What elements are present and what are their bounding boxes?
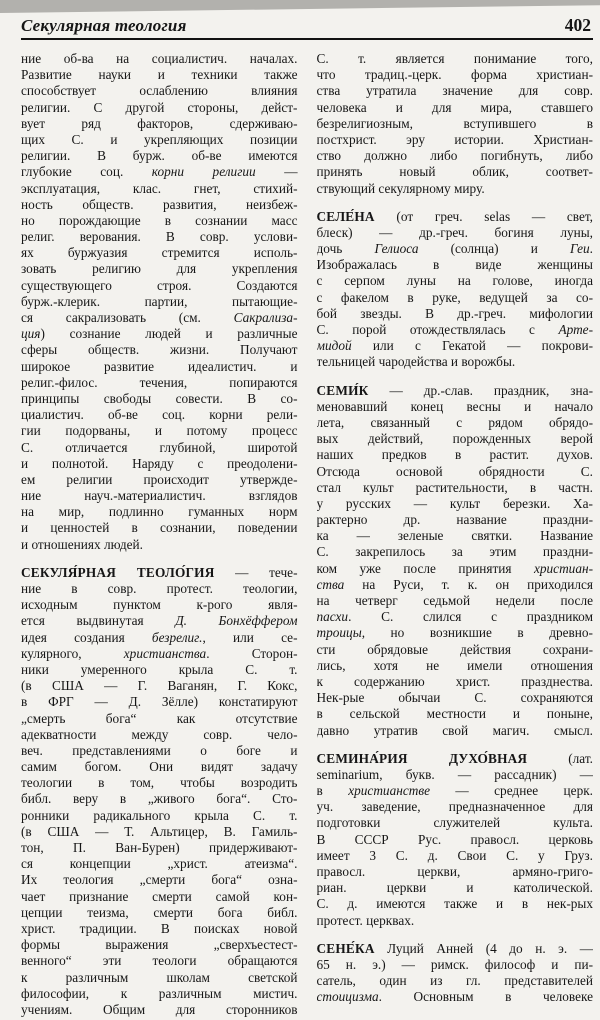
text-line: но порождающие в сознании масс [21, 212, 298, 228]
text-line: венного“ эти теологи обращаются [21, 953, 298, 969]
text-line: на мир, подлинно гуманных норм [21, 504, 298, 520]
text-line: ем религии происходит утвержде- [21, 471, 298, 487]
text-line: СЕНЕ́КА Луций Анней (4 до н. э. — [316, 940, 593, 956]
text-line: Отсюда основой обрядности С. [316, 463, 593, 479]
text-line: безрелигиозным, вступившего в [316, 115, 593, 131]
text-line: (в США — Т. Альтицер, В. Гамиль- [21, 823, 298, 839]
text-line: СЕМИНА́РИЯ ДУХО́ВНАЯ (лат. [316, 750, 593, 766]
text-line: в христианстве — среднее церк. [316, 783, 593, 799]
text-line: в ФРГ — Д. Зёлле) констатируют [21, 694, 298, 710]
entry-continuation [317, 51, 594, 197]
text-line: цепции теизма, смерти бога библ. [21, 904, 298, 920]
text-line: адекватности между совр. чело- [21, 726, 298, 742]
text-line: формы выражения „сверхъестест- [21, 937, 298, 953]
text-line: С. т. является понимание того, [316, 51, 593, 66]
text-line: тон, П. Ван-Бурен) придерживают- [21, 840, 298, 855]
text-line: тельницей чародейства и ворожбы. [316, 354, 516, 370]
column-left [21, 51, 298, 1018]
text-line: seminarium, букв. — рассадник) — [316, 766, 593, 782]
text-line: принять новый облик, соответ- [316, 164, 593, 180]
text-line: наших предков в растит. духов. [316, 447, 593, 463]
dictionary-entry [317, 751, 594, 929]
text-line: правосл. церкви, армяно-григо- [316, 864, 593, 879]
text-line: ства утратила значение для совр. [316, 83, 593, 99]
text-line: глубокие соц. корни религии — [21, 164, 298, 180]
text-line: стоицизма. Основным в человеке [316, 989, 593, 1005]
text-line: веч. представлениями о боге и [21, 742, 298, 758]
text-line: ники умеренного крыла С. т. [21, 661, 298, 677]
text-line: С. закрепилось за этим праздни- [316, 544, 593, 560]
text-line: лись, хотя не имели отношения [316, 657, 593, 673]
text-line: ронники радикального крыла С. т. [21, 807, 298, 823]
text-line: учениям. Общим для сторонников [21, 1001, 298, 1017]
text-line: зовать религию для укрепления [21, 261, 298, 277]
dictionary-entry [317, 383, 594, 739]
dictionary-entry [317, 209, 594, 371]
text-line: ком уже после принятия христиан- [316, 560, 593, 576]
text-line: СЕЛЕ́НА (от греч. selas — свет, [316, 208, 593, 224]
text-line: бурж.-клерик. партии, пытающие- [21, 293, 298, 309]
text-line: постхрист. эру истории. Христиан- [316, 131, 593, 147]
text-line: В СССР Рус. правосл. церковь [316, 831, 593, 847]
text-line: СЕМИ́К — др.-слав. праздник, зна- [316, 382, 593, 398]
text-line: человека и для мира, ставшего [316, 99, 593, 115]
text-line: в сельской местности и поныне, [316, 706, 593, 722]
text-line: и отношениях людей. [21, 536, 143, 552]
text-line: ях буржуазия стремится исполь- [21, 245, 298, 261]
text-line: давно утратив свой магич. смысл. [316, 722, 593, 738]
text-line: циалистич. об-ве соц. корни рели- [21, 407, 298, 423]
text-line: ние науч.-материалистич. взглядов [21, 488, 298, 504]
text-line: библ. веру в „живого бога“. Сто- [21, 791, 298, 807]
text-line: сти обрядовые действия сохрани- [316, 641, 593, 657]
text-line: религии. В бурж. об-ве имеются [21, 148, 298, 164]
text-line: философии, к различным мистич. [21, 985, 298, 1001]
text-line: ся сакрализовать (см. Сакрализа- [21, 310, 298, 325]
text-line: способствует ослаблению влияния [21, 83, 298, 99]
text-line: троицы, но возникшие в древно- [316, 625, 593, 641]
text-line: стал культ растительности, в частн. [316, 479, 593, 495]
text-line: мидой или с Гекатой — покрови- [316, 338, 593, 354]
text-line: сатель, один из гл. представителей [316, 973, 593, 989]
text-line: гии подорваны, и потому процесс [21, 423, 298, 439]
text-line: ние об-ва на социалистич. началах. [21, 51, 298, 66]
text-line: Развитие науки и техники также [21, 67, 298, 83]
text-line: кулярного, христианства. Сторон- [21, 645, 298, 661]
text-line: пасхи. С. слился с праздником [316, 609, 593, 625]
text-line: существующего строя. Создаются [21, 277, 298, 293]
text-line: самим богом. Они видят задачу [21, 759, 298, 775]
text-line: широкое развитие идеалистич. и [21, 358, 298, 374]
text-line: СЕКУЛЯ́РНАЯ ТЕОЛО́ГИЯ — тече- [21, 564, 298, 580]
text-line: что традиц.-церк. форма христиан- [316, 67, 593, 83]
entry-continuation [21, 51, 298, 553]
text-line: к содержанию христ. празднества. [316, 673, 593, 689]
text-line: 65 н. э.) — римск. философ и пи- [316, 956, 593, 972]
text-line: сферы обществ. жизни. Получают [21, 342, 298, 358]
running-title: Секулярная теология [21, 16, 187, 35]
dictionary-entry [317, 941, 594, 1006]
page-header [21, 15, 593, 40]
text-line: Их теология „смерти бога“ озна- [21, 872, 298, 888]
text-line: с серпом луны на голове, иногда [316, 273, 593, 289]
text-line: чает признание смерти самой кон- [21, 888, 298, 904]
text-line: меновавший конец весны и начало [316, 398, 593, 414]
text-line: на четверг седьмой недели после [316, 593, 593, 608]
text-line: вых действий, порожденных верой [316, 431, 593, 447]
text-line: исходным пунктом к-рого явля- [21, 597, 298, 613]
text-line: С. отличается глубиной, широтой [21, 439, 298, 455]
text-line: религии. С другой стороны, дейст- [21, 99, 298, 115]
text-line: и полнотой. Наряду с преодолени- [21, 455, 298, 471]
text-line: подготовки служителей культа. [316, 815, 593, 831]
text-line: щих С. и укрепляющих позиции [21, 131, 298, 147]
text-line: рактерно др. название праздни- [316, 512, 593, 528]
text-line: С. д. имеются также и в нек-рых [316, 896, 593, 912]
dictionary-entry [21, 565, 298, 1018]
text-line: лета, связанный с рядом обрядо- [316, 414, 593, 430]
text-line: ствующий секулярному миру. [316, 180, 485, 196]
text-line: и ценностей в сознании, поведении [21, 520, 298, 536]
text-line: ся концепции „христ. атеизма“. [21, 856, 298, 872]
text-line: протест. церквах. [316, 912, 415, 928]
text-line: Нек-рые обычаи С. сохраняются [316, 690, 593, 706]
text-line: ка — зеленые святки. Название [316, 528, 593, 544]
text-line: эксплуатация, клас. гнет, стихий- [21, 180, 298, 196]
page-number: 402 [564, 15, 591, 35]
text-line: ность обществ. развития, неизбеж- [21, 196, 298, 212]
column-right [317, 51, 594, 1018]
text-line: бой звезды. В др.-греч. мифологии [316, 305, 593, 321]
text-line: Изображалась в виде женщины [316, 257, 593, 273]
text-columns [21, 51, 593, 1018]
text-line: риан. церкви и католической. [316, 880, 593, 896]
text-line: религ. верования. В совр. услови- [21, 229, 298, 245]
text-line: ние в совр. протест. теологии, [21, 581, 298, 596]
text-line: имеет 3 С. д. Свои С. у Груз. [316, 847, 593, 863]
text-line: ства на Руси, т. к. он приходился [316, 576, 593, 592]
text-line: дочь Гелиоса (солнца) и Геи. [316, 241, 593, 257]
text-line: ется выдвинутая Д. Бонхёффером [21, 613, 298, 629]
text-line: религ.-филос. течения, попираются [21, 374, 298, 390]
text-line: С. порой отождествлялась с Арте- [316, 322, 593, 337]
text-line: принципы свободы совести. В со- [21, 390, 298, 406]
text-line: теологии в том, чтобы возродить [21, 775, 298, 791]
text-line: к различным школам светской [21, 969, 298, 985]
text-line: ство должно либо погибнуть, либо [316, 148, 593, 164]
text-line: вует ряд факторов, сдерживаю- [21, 115, 298, 131]
text-line: идея создания безрелиг., или се- [21, 629, 298, 645]
text-line: христ. традиции. В поисках новой [21, 920, 298, 936]
text-line: ция) сознание людей и различные [21, 326, 298, 342]
text-line: (в США — Г. Ваганян, Г. Кокс, [21, 678, 298, 694]
text-line: уч. заведение, предназначенное для [316, 799, 593, 815]
text-line: с факелом в руке, ведущей за со- [316, 289, 593, 305]
text-line: „смерть бога“ как отсутствие [21, 710, 298, 726]
text-line: у русских — культ березки. Ха- [316, 495, 593, 511]
text-line: блеск) — др.-греч. богиня луны, [316, 224, 593, 240]
